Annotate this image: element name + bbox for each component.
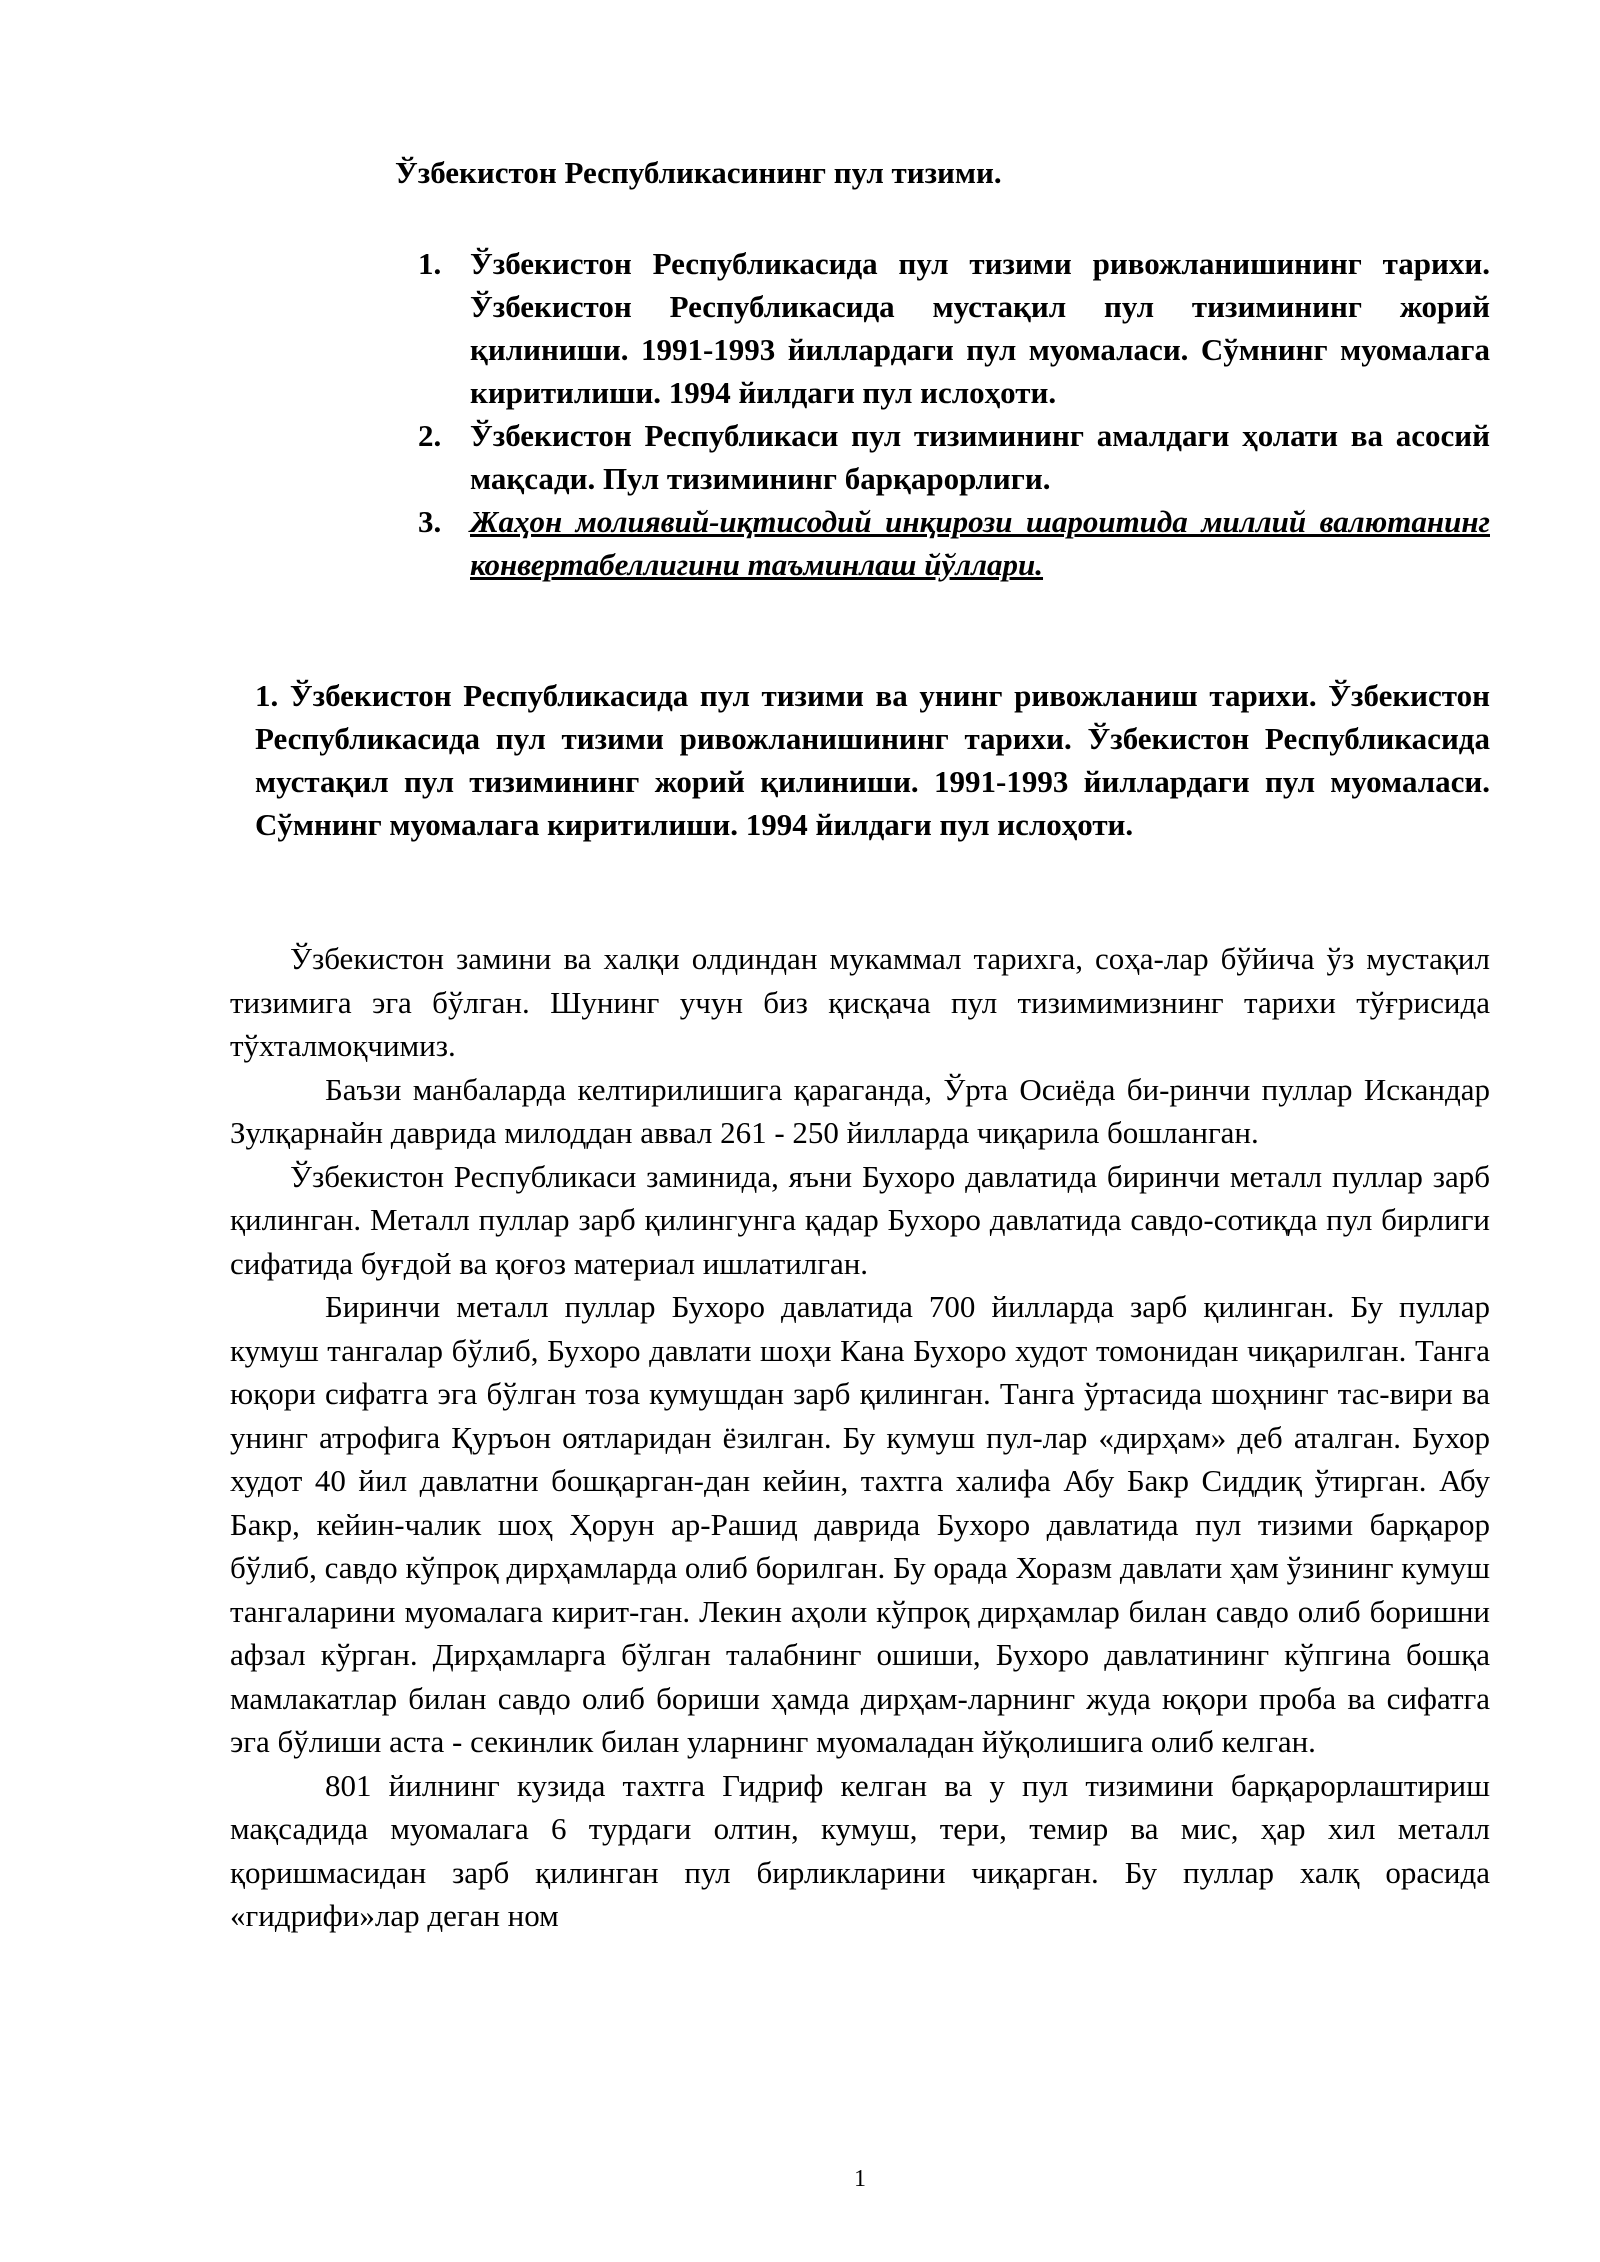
page-number: 1 [854,2166,866,2192]
outline-item-text: Жаҳон молиявий-иқтисодий инқирози шароитида миллий валютанинг конвертабеллигини таъминлаш йўллари. [470,504,1490,582]
outline-item-number: 1. [418,246,442,281]
document-title: Ўзбекистон Республикасининг пул тизими. [395,155,1002,190]
paragraph: 801 йилнинг кузида тахтга Гидриф келган ва у пул тизимини барқарорлаштириш мақсадида муомалага 6 турдаги олтин, кумуш, тери, темир ва мис, ҳар хил металл қоришмасидан зарб қилинган пул бирликларини чиқарган. Бу пуллар халқ орасида «гидрифи»лар деган ном [230,1767,1490,1933]
outline-item-number: 3. [418,504,442,539]
outline-item [418,414,1490,500]
body-text [230,937,1490,1938]
outline-item-text: Ўзбекистон Республикаси пул тизимининг амалдаги ҳолати ва асосий мақсади. Пул тизимининг барқарорлиги. [470,418,1490,496]
outline-item-text: Ўзбекистон Республикасида пул тизими ривожланишининг тарихи. Ўзбекистон Республикасида мустақил пул тизимининг жорий қилиниши. 1991-1993 йиллардаги пул муомаласи. Сўмнинг муомалага киритилиши. 1994 йилдаги пул ислоҳоти. [470,246,1490,410]
paragraph: Баъзи манбаларда келтирилишига қараганда, Ўрта Осиёда би-ринчи пуллар Искандар Зулқарнайн даврида милоддан аввал 261 - 250 йилларда чиқарила бошланган. [230,1071,1490,1150]
paragraph: Биринчи металл пуллар Бухоро давлатида 700 йилларда зарб қилинган. Бу пуллар кумуш тангалар бўлиб, Бухоро давлати шоҳи Кана Бухоро худот томонидан чиқарилган. Танга юқори сифатга эга бўлган тоза кумушдан зарб қилинган. Танга ўртасида шоҳнинг тас-вири ва унинг атрофига Қуръон оятларидан ёзилган. Бу кумуш пул-лар «дирҳам» деб аталган. Бухор худот 40 йил давлатни бошқарган-дан кейин, тахтга халифа Абу Бакр Сиддиқ ўтирган. Абу Бакр, кейин-чалик шоҳ Ҳорун ар-Рашид даврида Бухоро давлатида пул тизими барқарор бўлиб, савдо кўпроқ дирҳамларда олиб борилган. Бу орада Хоразм давлати ҳам ўзининг кумуш тангаларини муомалага кирит-ган. Лекин аҳоли кўпроқ дирҳамлар билан савдо олиб боришни афзал кўрган. Дирҳамларга бўлган талабнинг ошиши, Бухоро давлатининг кўпгина бошқа мамлакатлар билан савдо олиб бориши ҳамда дирҳам-ларнинг жуда юқори проба ва сифатга эга бўлиши аста - секинлик билан уларнинг муомаладан йўқолишига олиб келган. [230,1289,1490,1759]
outline-item [418,500,1490,586]
outline-item-number: 2. [418,418,442,453]
outline-item [418,242,1490,414]
paragraph: Ўзбекистон Республикаси заминида, яъни Бухоро давлатида биринчи металл пуллар зарб қилинган. Металл пуллар зарб қилингунга қадар Бухоро давлатида савдо-сотиқда пул бирлиги сифатида буғдой ва қоғоз материал ишлатилган. [230,1158,1490,1281]
section-heading: 1. Ўзбекистон Республикасида пул тизими ва унинг ривожланиш тарихи. Ўзбекистон Республикасида пул тизими ривожланишининг тарихи. Ўзбекистон Республикасида мустақил пул тизимининг жорий қилиниши. 1991-1993 йиллардаги пул муомаласи. Сўмнинг муомалага киритилиши. 1994 йилдаги пул ислоҳоти. [255,678,1490,842]
paragraph: Ўзбекистон замини ва халқи олдиндан мукаммал тарихга, соҳа-лар бўйича ўз мустақил тизимига эга бўлган. Шунинг учун биз қисқача пул тизимимизнинг тарихи тўғрисида тўхталмоқчимиз. [230,941,1490,1063]
topic-outline [418,242,1490,586]
